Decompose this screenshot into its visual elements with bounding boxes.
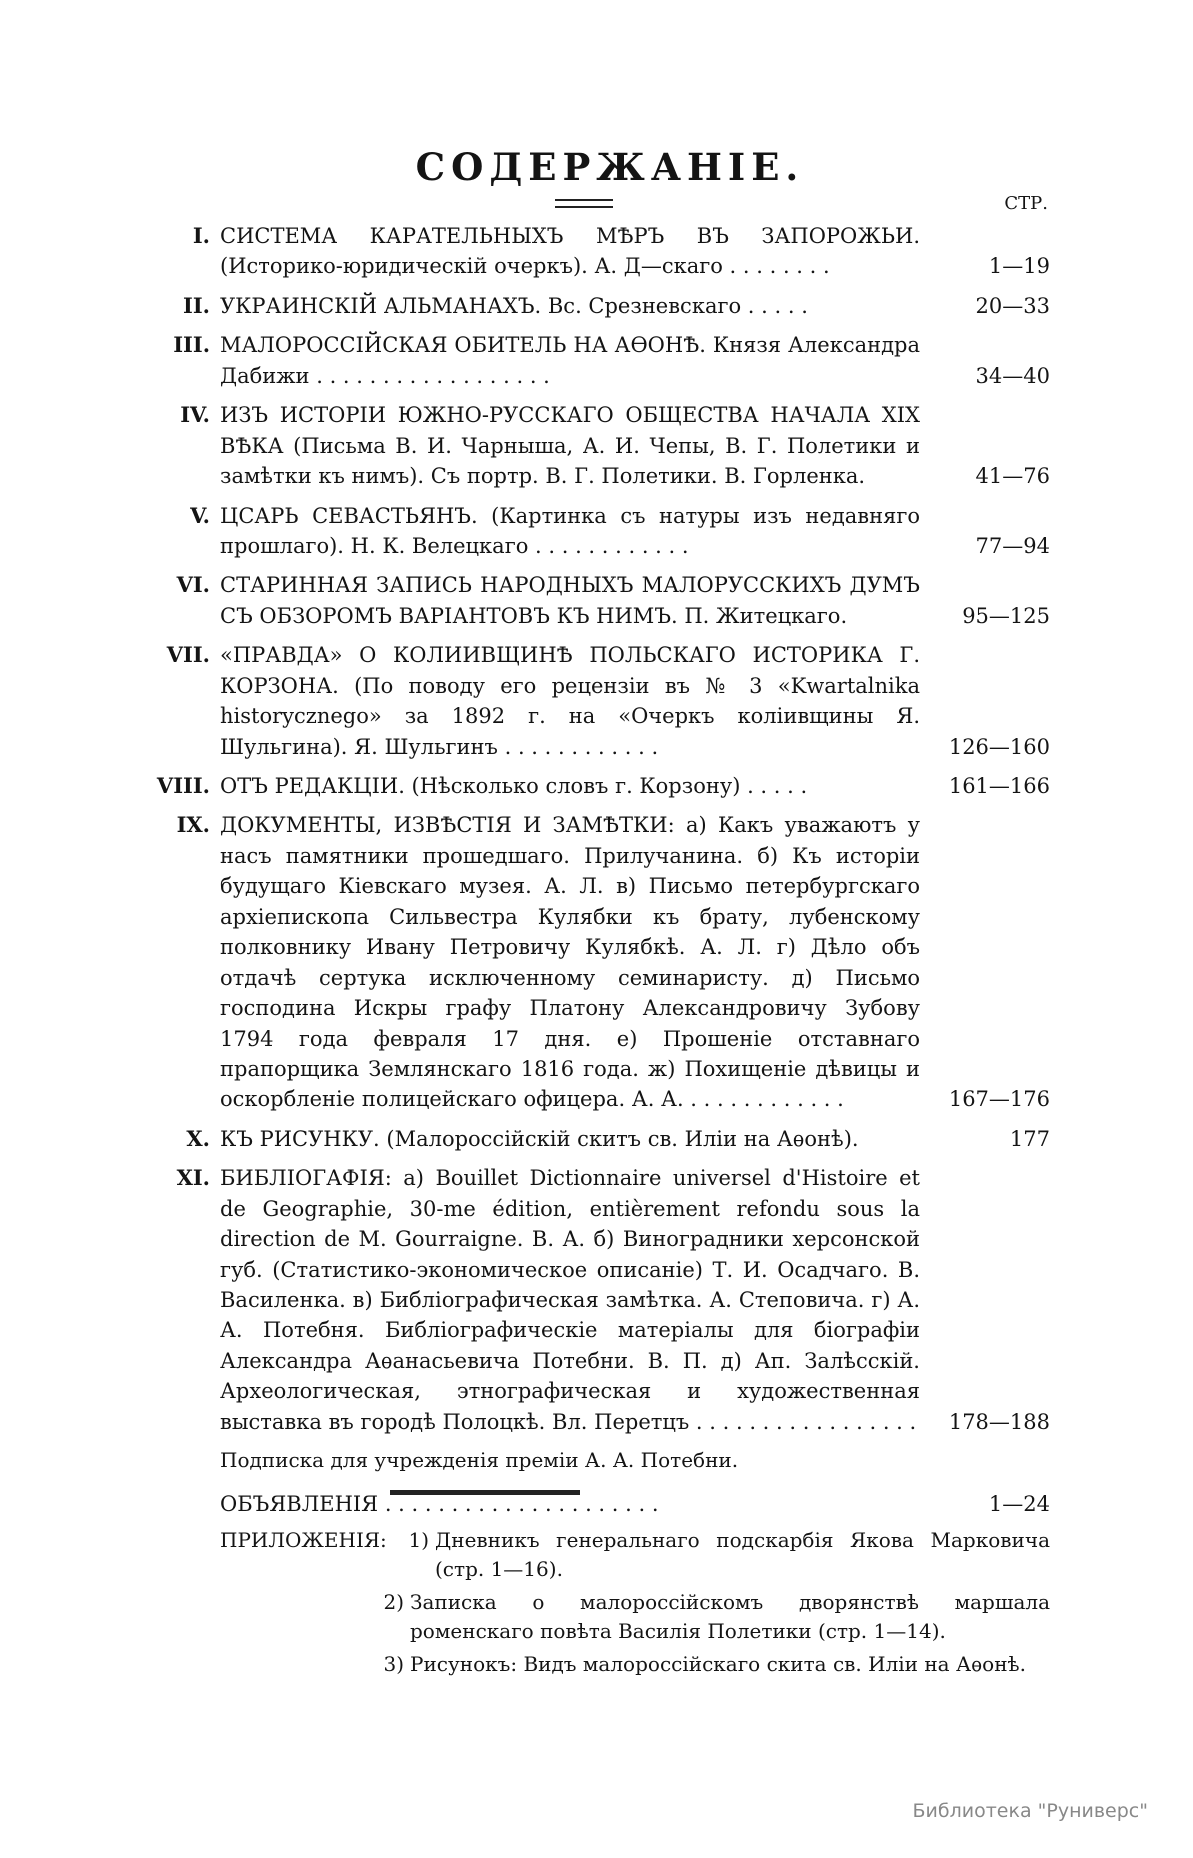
ads-pages: 1—24 — [988, 1492, 1050, 1517]
subscription-note — [150, 1446, 1050, 1475]
toc-entry — [150, 501, 1050, 562]
entry-pages: 177 — [1009, 1126, 1050, 1151]
ads-label: ОБЪЯВЛЕНІЯ . . . . . . . . . . . . . . . . . . . . . — [220, 1492, 659, 1517]
entry-text: ЦСАРЬ СЕВАСТЬЯНЪ. (Картинка съ натуры изъ недавняго прошлаго). Н. К. Велецкаго . . . . . . . . . . . . — [220, 503, 920, 558]
entry-text: «ПРАВДА» О КОЛИИВЩИНѢ ПОЛЬСКАГО ИСТОРИКА Г. КОРЗОНА. (По поводу его рецензіи въ № 3 «Kwartalnika historycznego» за 1892 г. на «Очеркъ коліивщины Я. Шульгина). Я. Шульгинъ . . . . . . . . . . . . — [220, 643, 920, 759]
toc-entry — [150, 810, 1050, 1114]
entry-pages: 41—76 — [975, 464, 1050, 489]
appendix-item-number: 2) — [383, 1589, 404, 1614]
bottom-rule — [390, 1490, 580, 1495]
entry-pages: 1—19 — [988, 254, 1050, 279]
ads-entry — [150, 1489, 1050, 1519]
appendix-item — [220, 1588, 1050, 1646]
appendix-item — [220, 1526, 1050, 1584]
toc-entry — [150, 771, 1050, 801]
entry-text: СИСТЕМА КАРАТЕЛЬНЫХЪ МѢРЪ ВЪ ЗАПОРОЖЬИ. (Историко-юридическій очеркъ). А. Д—скаго . . . . . . . . — [220, 224, 920, 279]
entry-text: СТАРИННАЯ ЗАПИСЬ НАРОДНЫХЪ МАЛОРУССКИХЪ ДУМЪ СЪ ОБЗОРОМЪ ВАРІАНТОВЪ КЪ НИМЪ. П. Житецкаго. — [220, 573, 920, 628]
entry-number: IV. — [180, 402, 210, 428]
toc-entry — [150, 1124, 1050, 1154]
entry-text: ДОКУМЕНТЫ, ИЗВѢСТІЯ И ЗАМѢТКИ: а) Какъ уважаютъ у насъ памятники прошедшаго. Прилучанина. б) Къ исторіи будущаго Кіевскаго музея. А. Л. в) Письмо петербургскаго архіепископа Сильвестра Кулябки къ брату, лубенскому полковнику Ивану Петровичу Кулябкѣ. А. Л. г) Дѣло объ отдачѣ сертука исключенному семинаристу. д) Письмо господина Искры графу Платону Александровичу Зубову 1794 года февраля 17 дня. е) Прошеніе отставнаго прапорщика Землянскаго 1816 года. ж) Похищеніе дѣвицы и оскорбленіе полицейскаго офицера. А. А. . . . . . . . . . . . . — [220, 813, 920, 1112]
toc-entry — [150, 570, 1050, 631]
entry-text: УКРАИНСКІЙ АЛЬМАНАХЪ. Вс. Срезневскаго . . . . . — [220, 293, 808, 318]
entry-text: МАЛОРОССІЙСКАЯ ОБИТЕЛЬ НА АѲОНѢ. Князя Александра Дабижи . . . . . . . . . . . . . . . . . . — [220, 333, 920, 388]
appendix-item-text: Записка о малороссійскомъ дворянствѣ маршала роменскаго повѣта Василія Полетики (стр. 1—14). — [410, 1589, 1050, 1643]
appendix-section — [150, 1526, 1050, 1683]
entry-pages: 161—166 — [948, 774, 1050, 798]
entries-list — [150, 221, 1050, 1437]
entry-pages: 20—33 — [975, 293, 1050, 318]
entry-pages: 77—94 — [975, 533, 1050, 558]
appendix-label: ПРИЛОЖЕНІЯ: — [220, 1527, 387, 1552]
entry-pages: 34—40 — [975, 363, 1050, 388]
entry-pages: 167—176 — [948, 1087, 1050, 1112]
appendix-item-text: Дневникъ генеральнаго подскарбія Якова Марковича (стр. 1—16). — [435, 1527, 1050, 1581]
title-rule — [555, 199, 613, 208]
entry-number: IX. — [176, 812, 210, 838]
appendix-item-text: Рисунокъ: Видъ малороссійскаго скита св. Иліи на Аѳонѣ. — [410, 1651, 1026, 1676]
entry-number: VII. — [166, 642, 210, 668]
entry-number: XI. — [176, 1165, 210, 1191]
entry-number: V. — [190, 502, 210, 528]
appendix-item-number: 3) — [383, 1651, 404, 1676]
entry-text: ИЗЪ ИСТОРІИ ЮЖНО-РУССКАГО ОБЩЕСТВА НАЧАЛА XIX ВѢКА (Письма В. И. Чарныша, А. И. Чепы, В. Г. Полетики и замѣтки къ нимъ). Съ портр. В. Г. Полетики. В. Горленка. — [220, 403, 920, 489]
entry-pages: 178—188 — [948, 1409, 1050, 1434]
entry-pages: 95—125 — [962, 603, 1050, 628]
appendix-item-number: 1) — [408, 1527, 429, 1552]
entry-text: БИБЛІОГАФІЯ: а) Bouillet Dictionnaire universel d'Histoire et de Geographie, 30-me édition, entièrement refondu sous la direction de M. Gourraigne. В. А. б) Виноградники херсонской губ. (Статистико-экономическое описаніе) Т. И. Осадчаго. В. Василенка. в) Библіографическая замѣтка. А. Степовича. г) А. А. Потебня. Библіографическіе матеріалы для біографіи Александра Аѳанасьевича Потебни. В. П. д) Ап. Залѣсскій. Археологическая, этнографическая и художественная выставка въ городѣ Полоцкѣ. Вл. Перетцъ . . . . . . . . . . . . . . . . . — [220, 1166, 920, 1434]
entry-text: ОТЪ РЕДАКЦІИ. (Нѣсколько словъ г. Корзону) . . . . . — [220, 774, 808, 798]
toc-entry — [150, 640, 1050, 762]
toc-entry — [150, 330, 1050, 391]
entry-number: III. — [173, 332, 210, 358]
entry-number: II. — [183, 292, 210, 318]
subscription-text: Подписка для учрежденія преміи А. А. Потебни. — [220, 1448, 739, 1473]
toc-entry — [150, 221, 1050, 282]
toc-entry — [150, 1163, 1050, 1437]
library-watermark: Библиотека "Руниверс" — [912, 1800, 1148, 1822]
entry-number: VI. — [176, 572, 210, 598]
entry-number: VIII. — [156, 773, 210, 798]
appendix-item — [220, 1650, 1050, 1679]
toc-entry — [150, 400, 1050, 491]
page-title: СОДЕРЖАНІЕ. — [415, 145, 805, 189]
entry-number: I. — [192, 223, 210, 248]
toc-entry — [150, 291, 1050, 321]
page-column-label: СТР. — [1004, 193, 1048, 214]
entry-text: КЪ РИСУНКУ. (Малороссійскій скитъ св. Иліи на Аѳонѣ). — [220, 1126, 859, 1151]
table-of-contents — [150, 145, 1050, 1683]
header-row — [150, 193, 1050, 221]
entry-number: X. — [186, 1125, 210, 1151]
entry-pages: 126—160 — [948, 734, 1050, 759]
